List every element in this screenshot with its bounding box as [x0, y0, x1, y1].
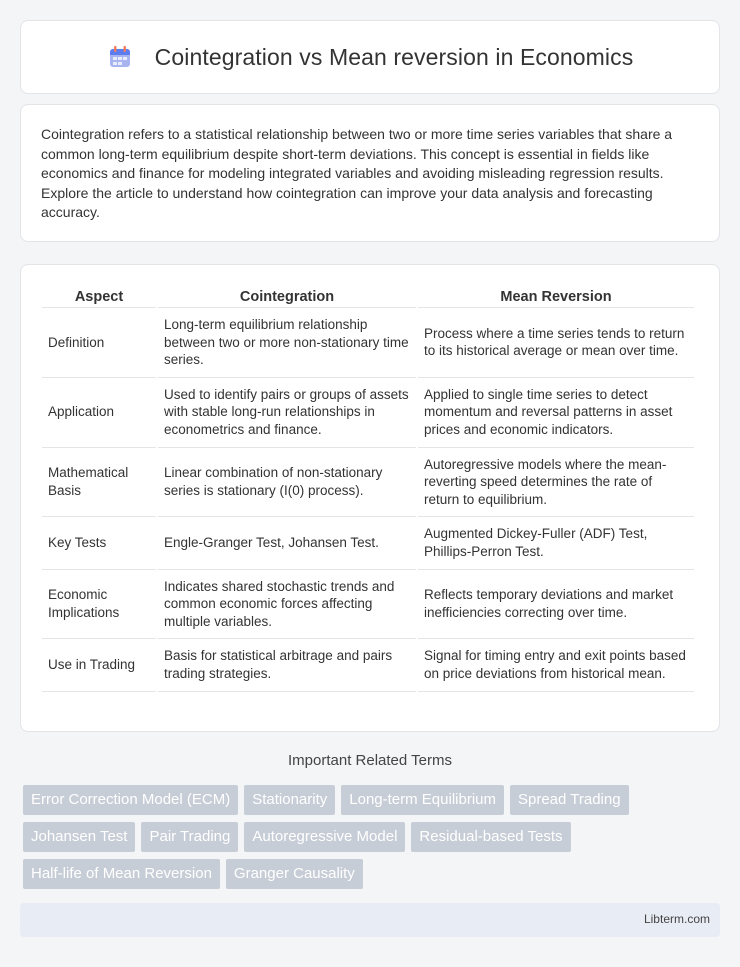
row-mean-reversion: Augmented Dickey-Fuller (ADF) Test, Phillips-Perron Test. [418, 517, 694, 569]
row-aspect: Economic Implications [42, 570, 156, 640]
row-mean-reversion: Reflects temporary deviations and market inefficiencies correcting over time. [418, 570, 694, 640]
column-header-cointegration: Cointegration [158, 285, 416, 308]
table-row [42, 570, 694, 640]
calendar-icon [107, 44, 133, 70]
row-aspect: Mathematical Basis [42, 448, 156, 518]
column-header-mean-reversion: Mean Reversion [418, 285, 694, 308]
comparison-card [20, 264, 720, 732]
table-row [42, 378, 694, 448]
footer-site-link[interactable]: Libterm.com [643, 912, 710, 926]
row-cointegration: Basis for statistical arbitrage and pairs trading strategies. [158, 639, 416, 691]
related-term-tag[interactable]: Residual-based Tests [411, 822, 570, 852]
related-term-tag[interactable]: Pair Trading [141, 822, 238, 852]
table-row [42, 308, 694, 378]
related-term-tag[interactable]: Error Correction Model (ECM) [23, 785, 238, 815]
footer [20, 903, 720, 937]
table-row [42, 639, 694, 691]
related-terms-list [23, 785, 713, 896]
row-mean-reversion: Signal for timing entry and exit points based on price deviations from historical mean. [418, 639, 694, 691]
related-term-tag[interactable]: Stationarity [244, 785, 335, 815]
row-mean-reversion: Autoregressive models where the mean-reverting speed determines the rate of return to equilibrium. [418, 448, 694, 518]
related-term-tag[interactable]: Long-term Equilibrium [341, 785, 504, 815]
related-term-tag[interactable]: Granger Causality [226, 859, 363, 889]
row-aspect: Definition [42, 308, 156, 378]
table-row [42, 517, 694, 569]
row-cointegration: Linear combination of non-stationary series is stationary (I(0) process). [158, 448, 416, 518]
related-term-tag[interactable]: Autoregressive Model [244, 822, 405, 852]
header-card [20, 20, 720, 94]
intro-text: Cointegration refers to a statistical relationship between two or more time series variables that share a common long-term equilibrium despite short-term deviations. This concept is essential in fields like economics and finance for modeling integrated variables and avoiding misleading regression results. Explore the article to understand how cointegration can improve your data analysis and forecasting accuracy. [41, 126, 673, 221]
row-cointegration: Indicates shared stochastic trends and common economic forces affecting multiple variables. [158, 570, 416, 640]
row-mean-reversion: Process where a time series tends to return to its historical average or mean over time. [418, 308, 694, 378]
row-aspect: Use in Trading [42, 639, 156, 691]
related-term-tag[interactable]: Half-life of Mean Reversion [23, 859, 220, 889]
related-terms-title: Important Related Terms [288, 752, 452, 769]
comparison-table [40, 285, 696, 692]
row-cointegration: Long-term equilibrium relationship between two or more non-stationary time series. [158, 308, 416, 378]
column-header-aspect: Aspect [42, 285, 156, 308]
related-term-tag[interactable]: Johansen Test [23, 822, 135, 852]
related-term-tag[interactable]: Spread Trading [510, 785, 629, 815]
page-title: Cointegration vs Mean reversion in Economics [154, 43, 634, 70]
table-row [42, 448, 694, 518]
table-header-row [42, 285, 694, 308]
row-aspect: Application [42, 378, 156, 448]
intro-card [20, 104, 720, 242]
row-aspect: Key Tests [42, 517, 156, 569]
row-mean-reversion: Applied to single time series to detect momentum and reversal patterns in asset prices and economic indicators. [418, 378, 694, 448]
row-cointegration: Engle-Granger Test, Johansen Test. [158, 517, 416, 569]
row-cointegration: Used to identify pairs or groups of assets with stable long-run relationships in econometrics and finance. [158, 378, 416, 448]
